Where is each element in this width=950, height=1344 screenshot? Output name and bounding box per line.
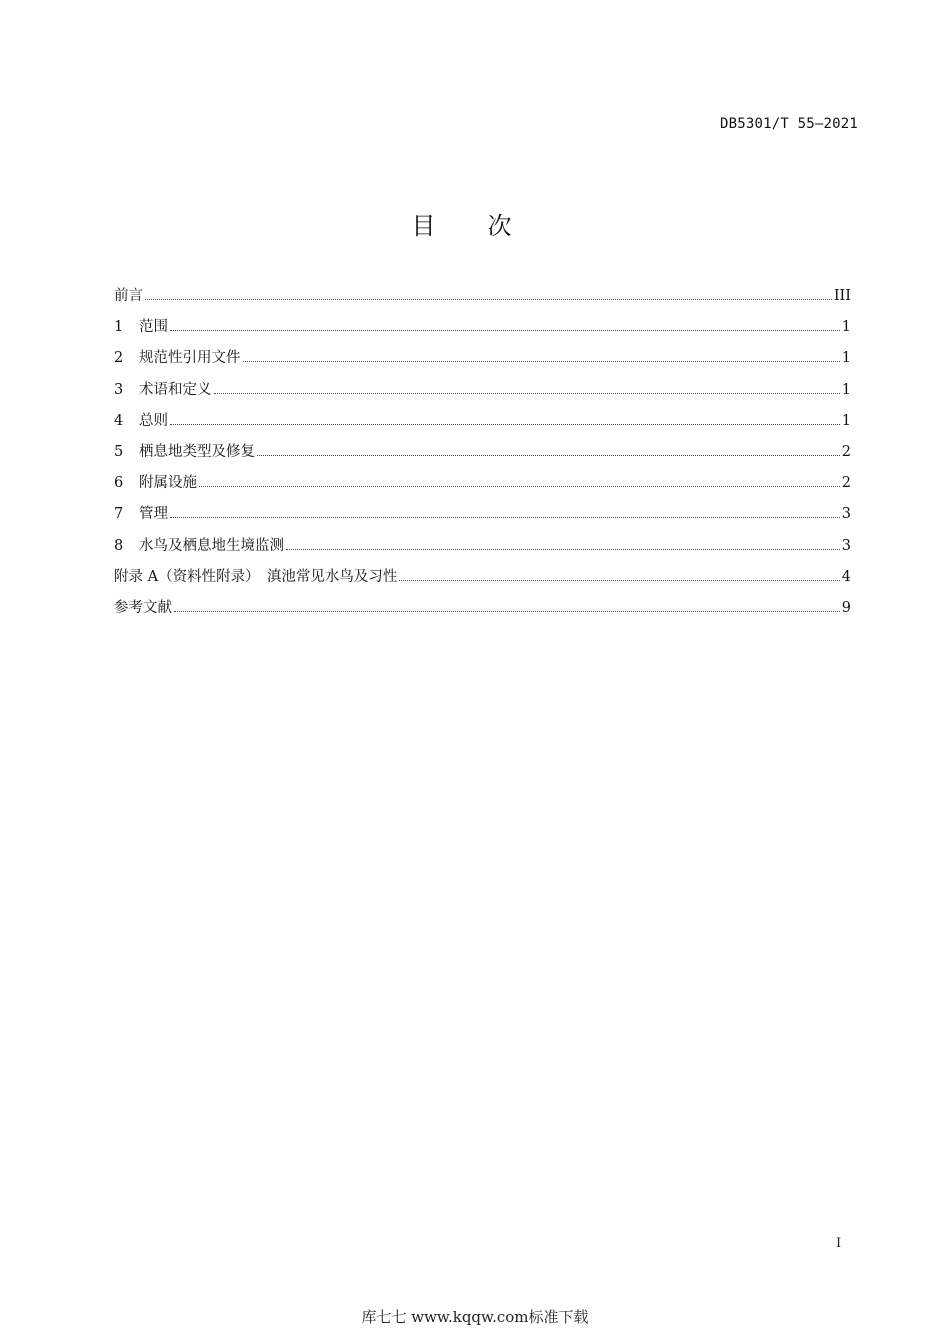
toc-entry-number: 5	[114, 443, 124, 460]
toc-entry-bibliography[interactable]	[114, 597, 851, 628]
toc-entry-label: 附录 A（资料性附录） 滇池常见水鸟及习性	[114, 568, 398, 585]
document-code: DB5301/T 55—2021	[719, 116, 858, 132]
toc-dot-leader	[170, 330, 840, 331]
toc-entry-management[interactable]	[114, 503, 851, 534]
page-number: I	[836, 1236, 842, 1251]
toc-title: 目次	[411, 212, 564, 240]
toc-dot-leader	[174, 611, 840, 612]
toc-dot-leader	[243, 361, 840, 362]
toc-dot-leader	[170, 424, 840, 425]
toc-entry-label: 水鸟及栖息地生境监测	[139, 537, 284, 554]
toc-entry-scope[interactable]	[114, 316, 851, 347]
toc-entry-number: 2	[114, 350, 124, 367]
toc-dot-leader	[170, 517, 840, 518]
toc-dot-leader	[257, 455, 840, 456]
toc-list	[114, 285, 851, 628]
toc-entry-number: 6	[114, 475, 124, 492]
footer-watermark: 库七七 www.kqqw.com标准下载	[361, 1308, 589, 1326]
toc-entry-number: 3	[114, 381, 124, 398]
toc-entry-page: 1	[841, 381, 851, 398]
toc-entry-number: 8	[114, 537, 124, 554]
toc-entry-page: 1	[841, 319, 851, 336]
toc-entry-monitoring[interactable]	[114, 535, 851, 566]
toc-dot-leader	[214, 393, 840, 394]
toc-entry-page: III	[833, 288, 851, 304]
toc-entry-label: 附属设施	[139, 475, 197, 492]
toc-entry-label: 参考文献	[114, 599, 172, 616]
toc-entry-terms-definitions[interactable]	[114, 379, 851, 410]
toc-entry-page: 1	[841, 412, 851, 429]
toc-dot-leader	[399, 580, 839, 581]
toc-entry-label: 前言	[114, 288, 143, 304]
toc-entry-number: 1	[114, 319, 124, 336]
toc-entry-number: 4	[114, 412, 124, 429]
toc-entry-page: 9	[841, 599, 851, 616]
toc-entry-general[interactable]	[114, 410, 851, 441]
toc-entry-appendix-a[interactable]	[114, 566, 851, 597]
toc-dot-leader	[199, 486, 840, 487]
toc-entry-label: 管理	[139, 506, 168, 523]
toc-entry-page: 3	[841, 506, 851, 523]
toc-entry-facilities[interactable]	[114, 472, 851, 503]
toc-entry-habitat-types[interactable]	[114, 441, 851, 472]
toc-entry-foreword[interactable]	[114, 285, 851, 316]
toc-entry-page: 1	[841, 350, 851, 367]
toc-entry-page: 3	[841, 537, 851, 554]
toc-entry-label: 术语和定义	[139, 381, 212, 398]
toc-dot-leader	[286, 549, 840, 550]
toc-entry-label: 规范性引用文件	[139, 350, 241, 367]
toc-entry-label: 总则	[139, 412, 168, 429]
toc-entry-page: 2	[841, 443, 851, 460]
toc-entry-label: 栖息地类型及修复	[139, 443, 255, 460]
toc-entry-page: 4	[841, 568, 851, 585]
toc-entry-number: 7	[114, 506, 124, 523]
toc-entry-normative-references[interactable]	[114, 347, 851, 378]
toc-entry-label: 范围	[139, 319, 168, 336]
toc-dot-leader	[145, 299, 832, 300]
toc-entry-page: 2	[841, 475, 851, 492]
